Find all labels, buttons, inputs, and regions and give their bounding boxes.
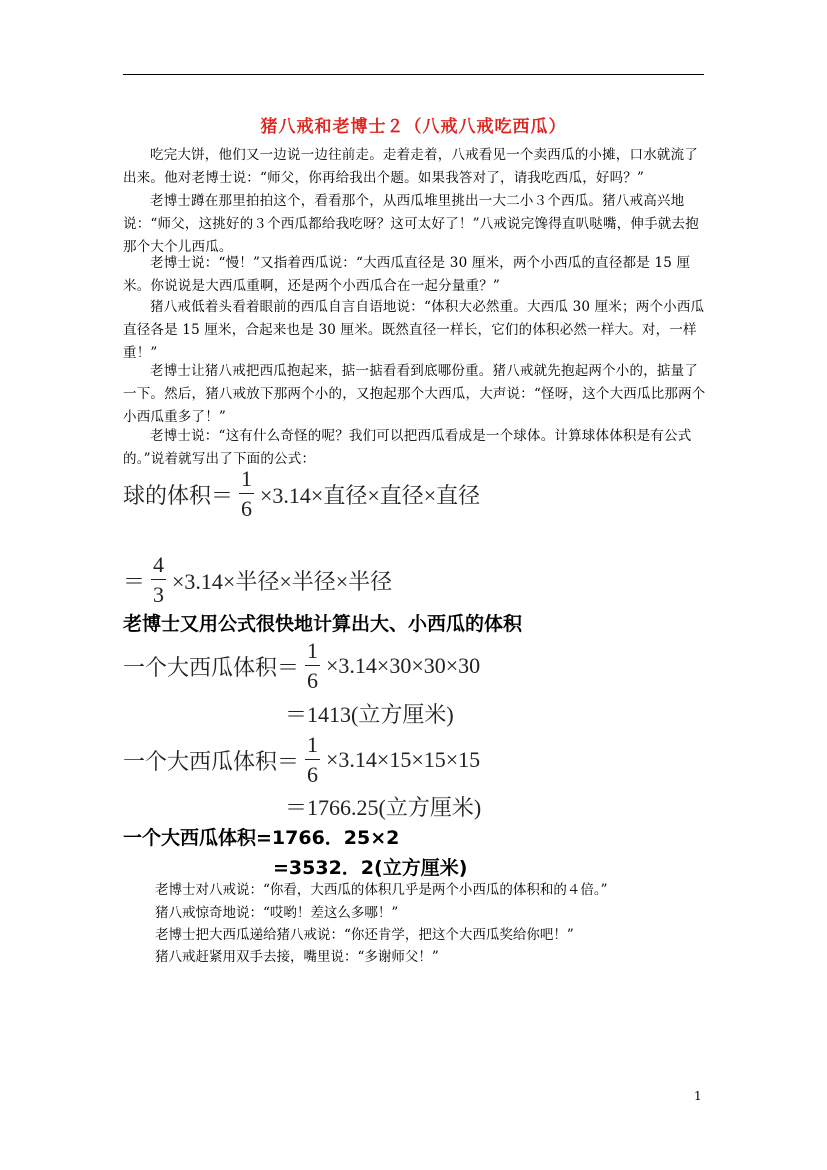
fraction: $\frac{1}{6}$ [241,466,253,521]
double-calc-line-1: 一个大西瓜体积=1766．25×2 [123,827,400,849]
small-melon-result: ＝1766.25(立方厘米) [285,795,482,820]
dialog-line-2: 猪八戒惊奇地说：“哎哟！差这么多哪！” [155,905,399,921]
big-melon-calc: 一个大西瓜体积＝ $\frac{1}{6}$ ×3.14×30×30×30 [123,638,481,693]
dialog-line-3: 老博士把大西瓜递给猪八戒说：“你还肯学，把这个大西瓜奖给你吧！” [155,927,574,943]
header-rule [123,74,704,75]
fraction: $\frac{1}{6}$ [307,732,319,787]
fraction: $\frac{1}{6}$ [307,638,319,693]
small-melon-calc: 一个大西瓜体积＝ $\frac{1}{6}$ ×3.14×15×15×15 [123,732,481,787]
paragraph-1: 吃完大饼，他们又一边说一边往前走。走着走着，八戒看见一个卖西瓜的小摊，口水就流了出来。他对老博士说：“师父，你再给我出个题。如果我答对了，请我吃西瓜，好吗？” [123,147,698,186]
paragraph-6: 老博士说：“这有什么奇怪的呢？我们可以把西瓜看成是一个球体。计算球体体积是有公式的。”说着就写出了下面的公式： [123,428,692,467]
paragraph-3: 老博士说：“慢！”又指着西瓜说：“大西瓜直径是 30 厘米，两个小西瓜的直径都是 15 厘米。你说说是大西瓜重啊，还是两个小西瓜合在一起分量重？” [123,255,691,294]
paragraph-2: 老博士蹲在那里拍拍这个，看看那个，从西瓜堆里挑出一大二小３个西瓜。猪八戒高兴地说：“师父，这挑好的３个西瓜都给我吃呀？这可太好了！”八戒说完馋得直叭哒嘴，伸手就去抱那个大个儿西瓜。 [123,193,699,255]
dialog-line-4: 猪八戒赶紧用双手去接，嘴里说：“多谢师父！” [155,949,439,965]
calc-heading: 老博士又用公式很快地计算出大、小西瓜的体积 [123,613,523,635]
page-number: 1 [694,1089,702,1103]
paragraph-4: 猪八戒低着头看着眼前的西瓜自言自语地说：“体积大必然重。大西瓜 30 厘米；两个小西瓜直径各是 15 厘米，合起来也是 30 厘米。既然直径一样长，它们的体积必然一样大。对，一样重！” [123,299,705,361]
paragraph-5: 老博士让猪八戒把西瓜抱起来，掂一掂看看到底哪份重。猪八戒就先抱起两个小的，掂量了一下。然后，猪八戒放下那两个小的，又抱起那个大西瓜，大声说：“怪呀，这个大西瓜比那两个小西瓜重多了！” [123,363,706,425]
big-melon-result: ＝1413(立方厘米) [285,702,454,727]
dialog-line-1: 老博士对八戒说：“你看，大西瓜的体积几乎是两个小西瓜的体积和的４倍。” [155,882,608,898]
fraction: $\frac{4}{3}$ [153,552,165,607]
sphere-formula-radius: ＝ $\frac{4}{3}$ ×3.14×半径×半径×半径 [123,552,393,607]
page-title: 猪八戒和老博士２（八戒八戒吃西瓜） [260,117,567,137]
double-calc-line-2: =3532．2(立方厘米) [273,857,468,879]
sphere-formula-diameter: 球的体积＝ $\frac{1}{6}$ ×3.14×直径×直径×直径 [123,466,481,521]
